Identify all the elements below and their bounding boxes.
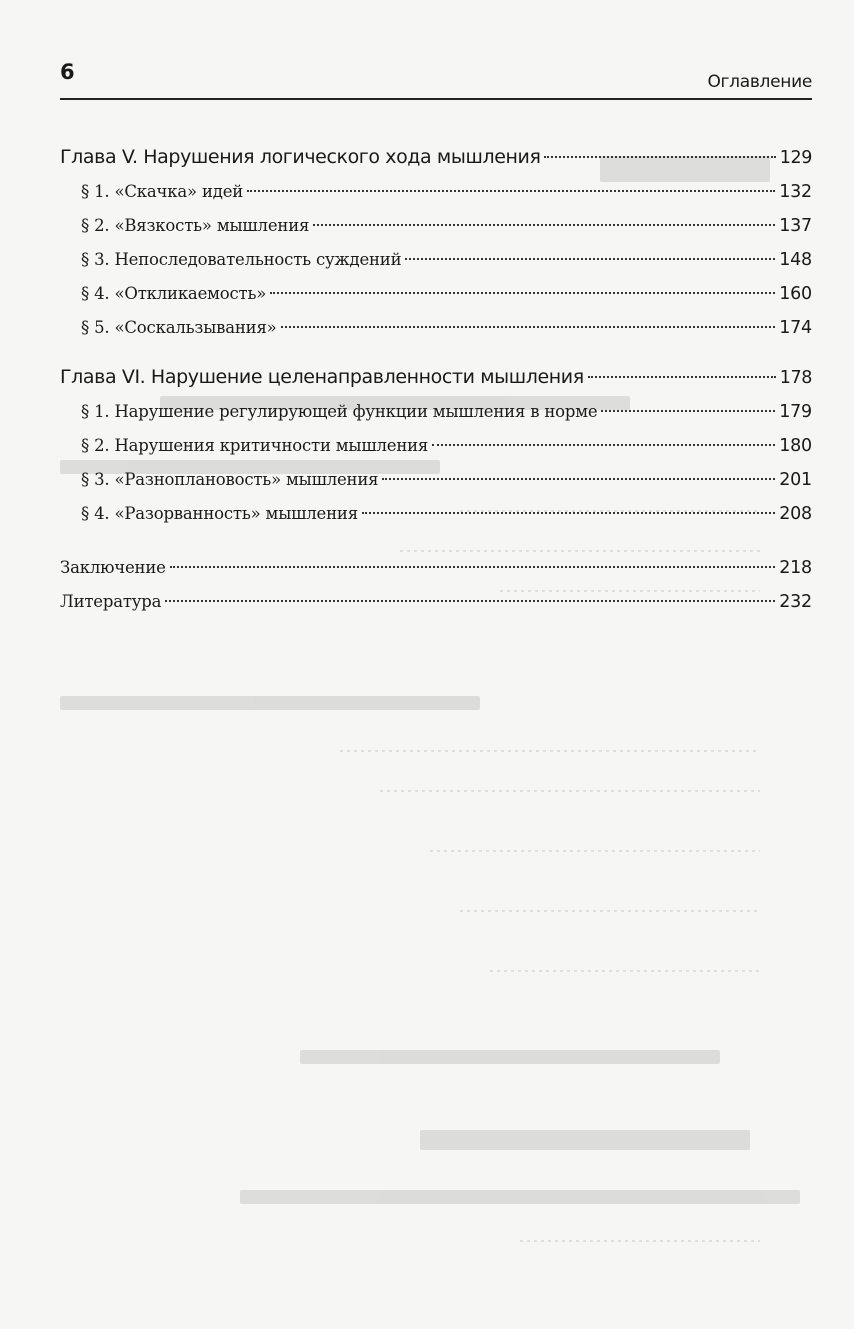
toc-entry-title: Глава V. Нарушения логического хода мышления	[60, 146, 541, 168]
toc-section[interactable]	[60, 318, 812, 352]
toc-entry-page: 232	[779, 592, 812, 612]
dot-leader	[601, 410, 775, 412]
toc-conclusion[interactable]	[60, 558, 812, 592]
toc-section[interactable]	[60, 504, 812, 538]
toc-references[interactable]	[60, 592, 812, 626]
dot-leader	[165, 600, 775, 602]
page-number: 6	[60, 60, 75, 84]
toc-entry-title: § 5. «Соскальзывания»	[81, 318, 277, 337]
toc-entry-title: Литература	[60, 592, 162, 611]
toc-entry-title: Заключение	[60, 558, 166, 577]
toc-chapter-6[interactable]	[60, 366, 812, 402]
dot-leader	[281, 326, 776, 328]
page-header	[60, 58, 812, 100]
toc-section[interactable]	[60, 284, 812, 318]
table-of-contents	[60, 146, 812, 626]
running-head: Оглавление	[707, 72, 812, 92]
toc-section[interactable]	[60, 182, 812, 216]
toc-entry-title: § 4. «Разорванность» мышления	[81, 504, 358, 523]
dot-leader	[362, 512, 775, 514]
toc-entry-page: 160	[779, 284, 812, 304]
toc-entry-page: 201	[779, 470, 812, 490]
dot-leader	[170, 566, 775, 568]
dot-leader	[405, 258, 775, 260]
toc-entry-page: 137	[779, 216, 812, 236]
toc-entry-page: 180	[779, 436, 812, 456]
toc-section[interactable]	[60, 470, 812, 504]
dot-leader	[247, 190, 775, 192]
toc-section[interactable]	[60, 402, 812, 436]
toc-section[interactable]	[60, 436, 812, 470]
toc-entry-title: § 1. «Скачка» идей	[81, 182, 244, 201]
toc-section[interactable]	[60, 216, 812, 250]
dot-leader	[544, 156, 775, 158]
toc-entry-page: 218	[779, 558, 812, 578]
toc-entry-title: § 3. «Разноплановость» мышления	[81, 470, 379, 489]
toc-entry-title: § 2. «Вязкость» мышления	[81, 216, 310, 235]
toc-entry-title: Глава VI. Нарушение целенаправленности мышления	[60, 366, 584, 388]
dot-leader	[313, 224, 775, 226]
toc-entry-title: § 2. Нарушения критичности мышления	[81, 436, 429, 455]
toc-entry-page: 129	[779, 148, 812, 168]
toc-entry-title: § 4. «Откликаемость»	[81, 284, 267, 303]
toc-entry-page: 148	[779, 250, 812, 270]
toc-entry-page: 132	[779, 182, 812, 202]
toc-section[interactable]	[60, 250, 812, 284]
toc-entry-page: 208	[779, 504, 812, 524]
toc-entry-page: 178	[779, 368, 812, 388]
dot-leader	[588, 376, 776, 378]
dot-leader	[270, 292, 775, 294]
toc-entry-title: § 3. Непоследовательность суждений	[81, 250, 402, 269]
toc-entry-title: § 1. Нарушение регулирующей функции мышления в норме	[81, 402, 598, 421]
spacer	[60, 538, 812, 558]
toc-chapter-5[interactable]	[60, 146, 812, 182]
spacer	[60, 352, 812, 366]
dot-leader	[382, 478, 775, 480]
toc-entry-page: 174	[779, 318, 812, 338]
toc-entry-page: 179	[779, 402, 812, 422]
dot-leader	[432, 444, 775, 446]
